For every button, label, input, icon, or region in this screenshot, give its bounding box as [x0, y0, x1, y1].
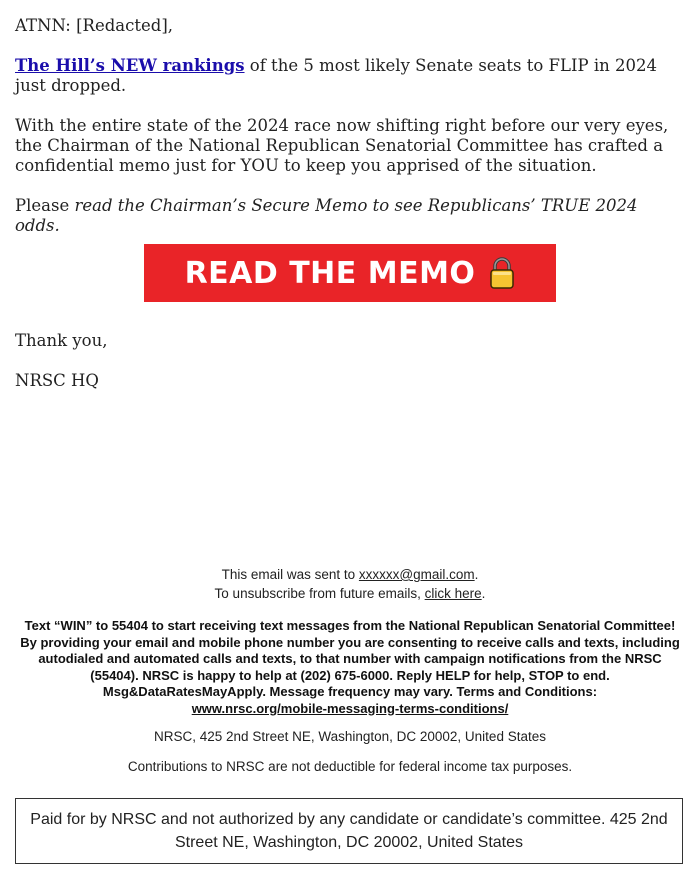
- sms-disclaimer-text: Text “WIN” to 55404 to start receiving text messages from the National Republican Senatorial Committee! By providing your email and mobile phone number you are consenting to receive calls and texts, including autodialed and automated calls and texts, to that number with campaign notifications from the NRSC (55404). NRSC is happy to help at (202) 675-6000. Reply HELP for help, STOP to end. Msg&DataRatesMayApply. Message frequency may vary. Terms and Conditions:: [20, 618, 680, 699]
- read-the-memo-label: READ THE MEMO: [184, 255, 476, 291]
- paragraph-please: [15, 196, 675, 236]
- please-text: Please: [15, 196, 75, 215]
- paragraph-rankings-text: of the 5 most likely Senate seats to FLIP in 2024 just dropped.: [15, 56, 657, 95]
- signature: NRSC HQ: [15, 371, 99, 390]
- unsubscribe-suffix: .: [481, 586, 486, 601]
- paid-for-disclaimer-box: [15, 798, 683, 864]
- sms-disclaimer: [20, 618, 680, 717]
- lock-icon: [489, 257, 515, 289]
- paid-for-text: Paid for by NRSC and not authorized by any candidate or candidate’s committee. 425 2nd Street NE, Washington, DC 20002, United States: [30, 811, 668, 851]
- unsubscribe-line: [15, 585, 685, 603]
- unsubscribe-link[interactable]: click here: [424, 586, 482, 601]
- sent-to-suffix: .: [474, 567, 479, 582]
- paragraph-rankings: [15, 56, 675, 96]
- mailing-address: NRSC, 425 2nd Street NE, Washington, DC 20002, United States: [154, 729, 546, 744]
- sent-to-prefix: This email was sent to: [221, 567, 359, 582]
- terms-conditions-link[interactable]: www.nrsc.org/mobile-messaging-terms-conditions/: [191, 700, 509, 716]
- hill-rankings-link[interactable]: The Hill’s NEW rankings: [15, 56, 245, 75]
- sent-to-line: [15, 566, 685, 584]
- please-italic-text: read the Chairman’s Secure Memo to see Republicans’ TRUE 2024 odds.: [15, 196, 638, 235]
- salutation: ATNN: [Redacted],: [15, 16, 174, 35]
- recipient-email-link[interactable]: xxxxxx@gmail.com: [358, 567, 475, 582]
- read-the-memo-button[interactable]: [144, 244, 556, 302]
- unsubscribe-prefix: To unsubscribe from future emails,: [214, 586, 425, 601]
- tax-disclaimer: Contributions to NRSC are not deductible for federal income tax purposes.: [127, 759, 573, 774]
- closing: Thank you,: [15, 331, 108, 350]
- paragraph-memo: With the entire state of the 2024 race now shifting right before our very eyes, the Chairman of the National Republican Senatorial Committee has crafted a confidential memo just for YOU to keep you apprised of the situation.: [15, 116, 669, 175]
